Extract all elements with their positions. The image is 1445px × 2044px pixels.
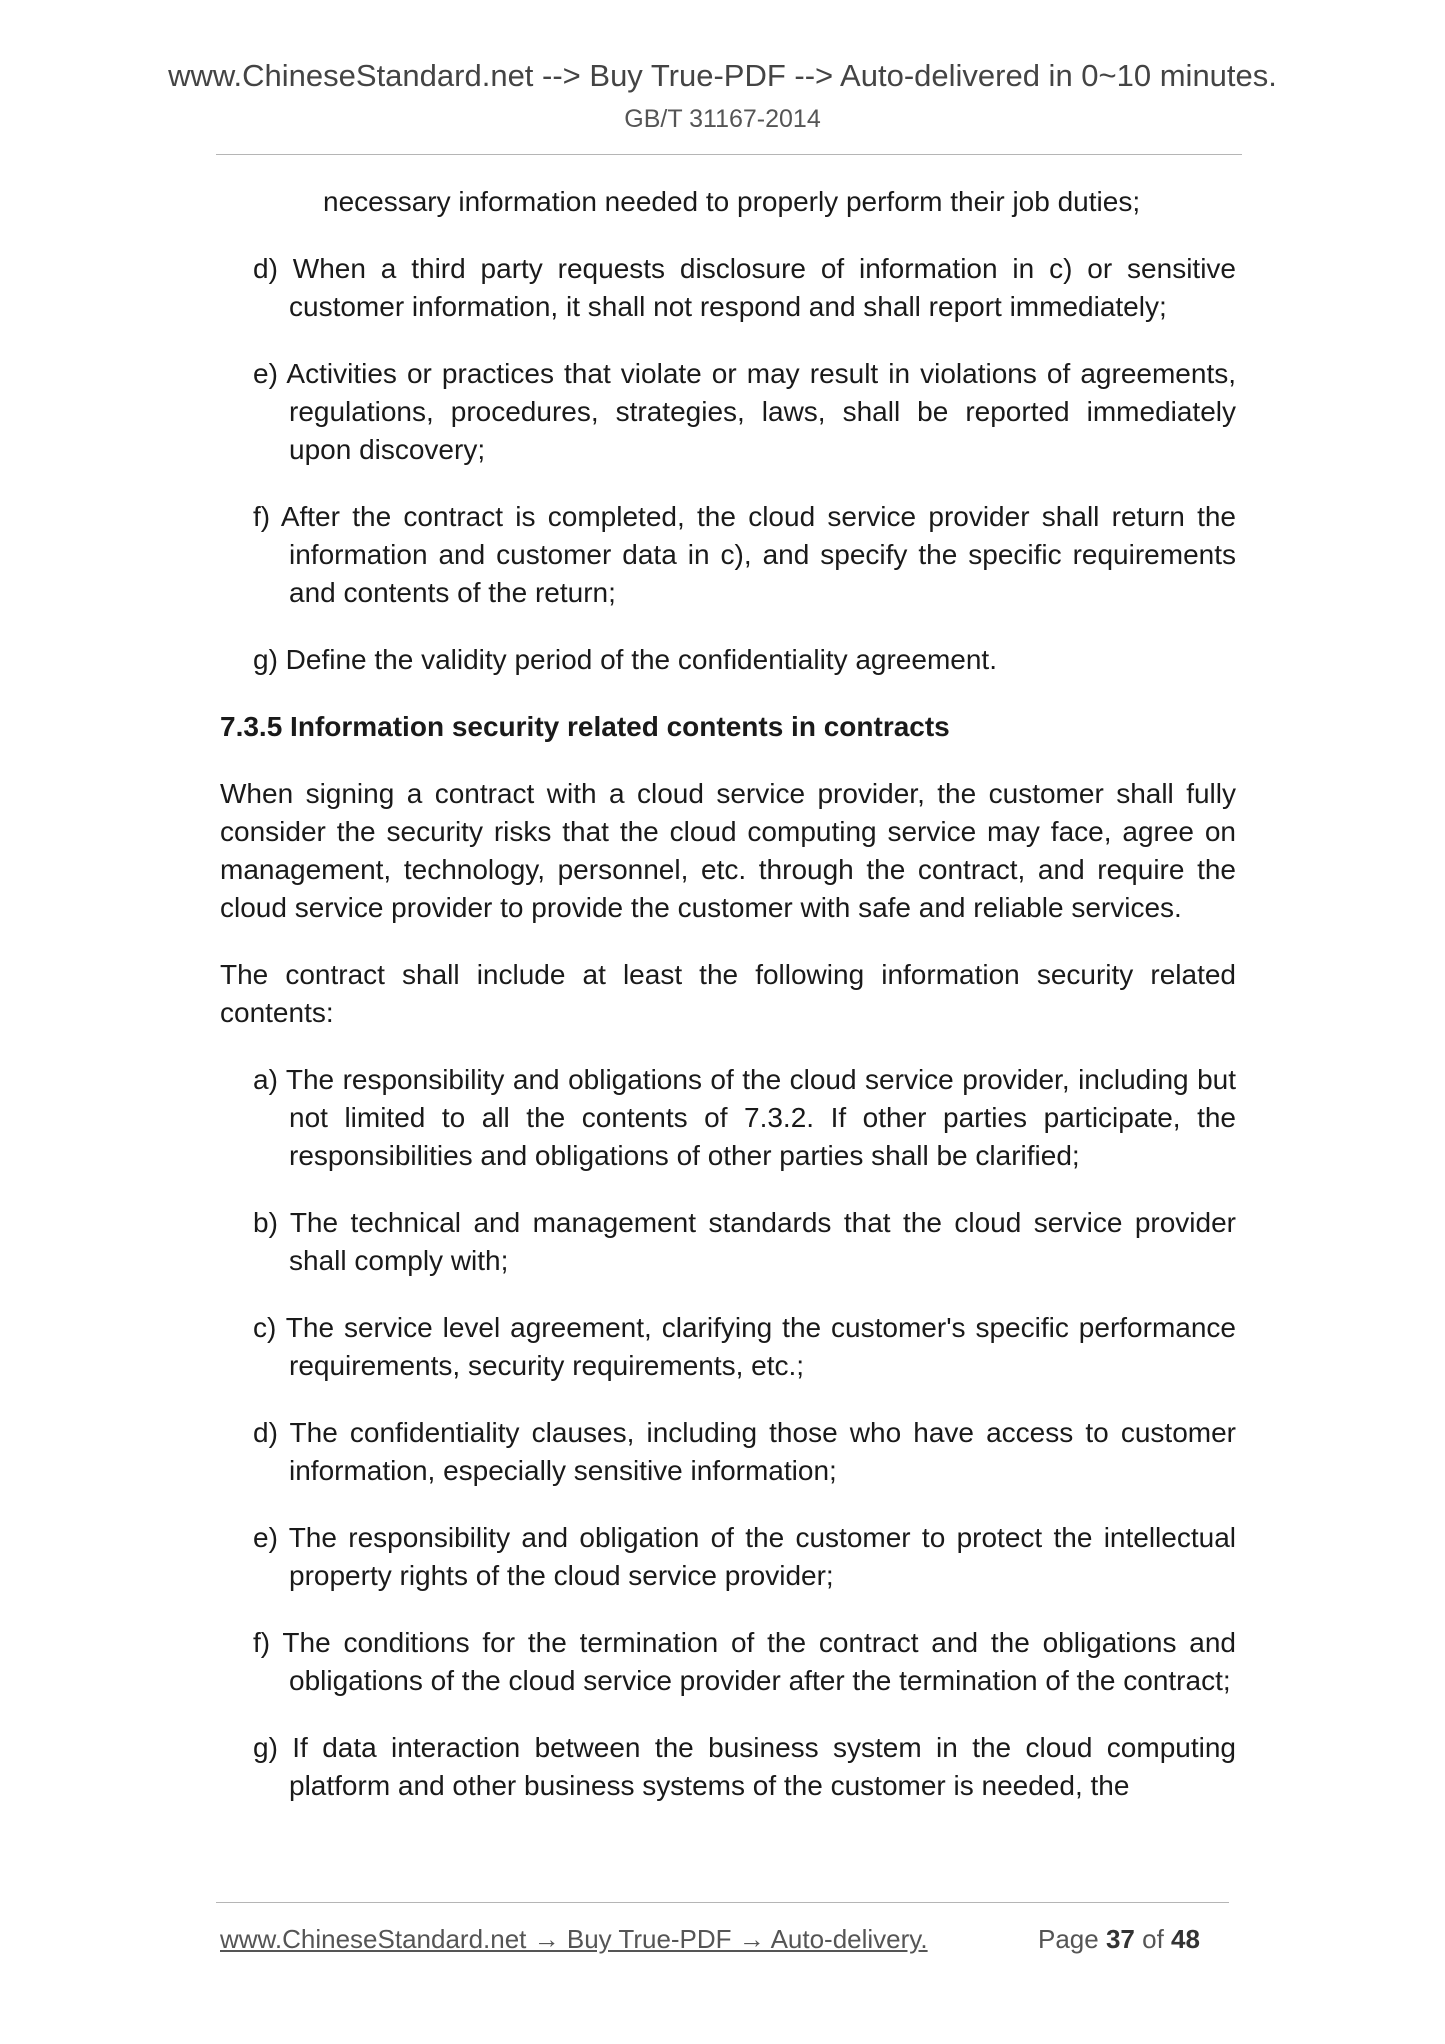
page-total: 48 (1171, 1924, 1200, 1954)
page-indicator (1038, 1922, 1200, 1956)
page-of-word: of (1142, 1924, 1164, 1954)
page-word: Page (1038, 1924, 1099, 1954)
page-header (0, 56, 1445, 136)
footer-divider (216, 1902, 1229, 1903)
confidentiality-item-g: g) Define the validity period of the confidentiality agreement. (253, 644, 997, 675)
contract-item-c: c) The service level agreement, clarifying the customer's specific performance requirements, security requirements, etc.; (253, 1312, 1236, 1381)
header-divider (216, 154, 1242, 155)
contract-item-a: a) The responsibility and obligations of the cloud service provider, including but not limited to all the contents of 7.3.2. If other parties participate, the responsibilities and obligations of other parties shall be clarified; (253, 1064, 1236, 1171)
paragraph-contract-contents: The contract shall include at least the following information security related contents: (220, 959, 1236, 1028)
confidentiality-item-d: d) When a third party requests disclosure of information in c) or sensitive customer information, it shall not respond and shall report immediately; (253, 253, 1236, 322)
document-body (220, 183, 1236, 1834)
contract-item-b: b) The technical and management standards that the cloud service provider shall comply with; (253, 1207, 1236, 1276)
contract-item-f: f) The conditions for the termination of the contract and the obligations and obligations of the cloud service provider after the termination of the contract; (253, 1627, 1236, 1696)
paragraph-contract-intro: When signing a contract with a cloud service provider, the customer shall fully consider the security risks that the cloud computing service may face, agree on management, technology, personnel, etc. through the contract, and require the cloud service provider to provide the customer with safe and reliable services. (220, 778, 1236, 923)
confidentiality-item-f: f) After the contract is completed, the cloud service provider shall return the information and customer data in c), and specify the specific requirements and contents of the return; (253, 501, 1236, 608)
contract-item-d: d) The confidentiality clauses, including those who have access to customer information, especially sensitive information; (253, 1417, 1236, 1486)
contract-item-e: e) The responsibility and obligation of the customer to protect the intellectual property rights of the cloud service provider; (253, 1522, 1236, 1591)
page-current: 37 (1105, 1924, 1135, 1954)
section-heading: 7.3.5 Information security related contents in contracts (220, 711, 950, 742)
confidentiality-item-e: e) Activities or practices that violate or may result in violations of agreements, regulations, procedures, strategies, laws, shall be reported immediately upon discovery; (253, 358, 1236, 465)
footer-store-link[interactable]: www.ChineseStandard.net → Buy True-PDF → Auto-delivery. (220, 1924, 928, 1954)
header-banner: www.ChineseStandard.net --> Buy True-PDF --> Auto-delivered in 0~10 minutes. (168, 58, 1277, 93)
continuation-line: necessary information needed to properly perform their job duties; (323, 186, 1141, 217)
contract-item-g: g) If data interaction between the business system in the cloud computing platform and other business systems of the customer is needed, the (253, 1732, 1236, 1801)
standard-code: GB/T 31167-2014 (624, 105, 821, 133)
